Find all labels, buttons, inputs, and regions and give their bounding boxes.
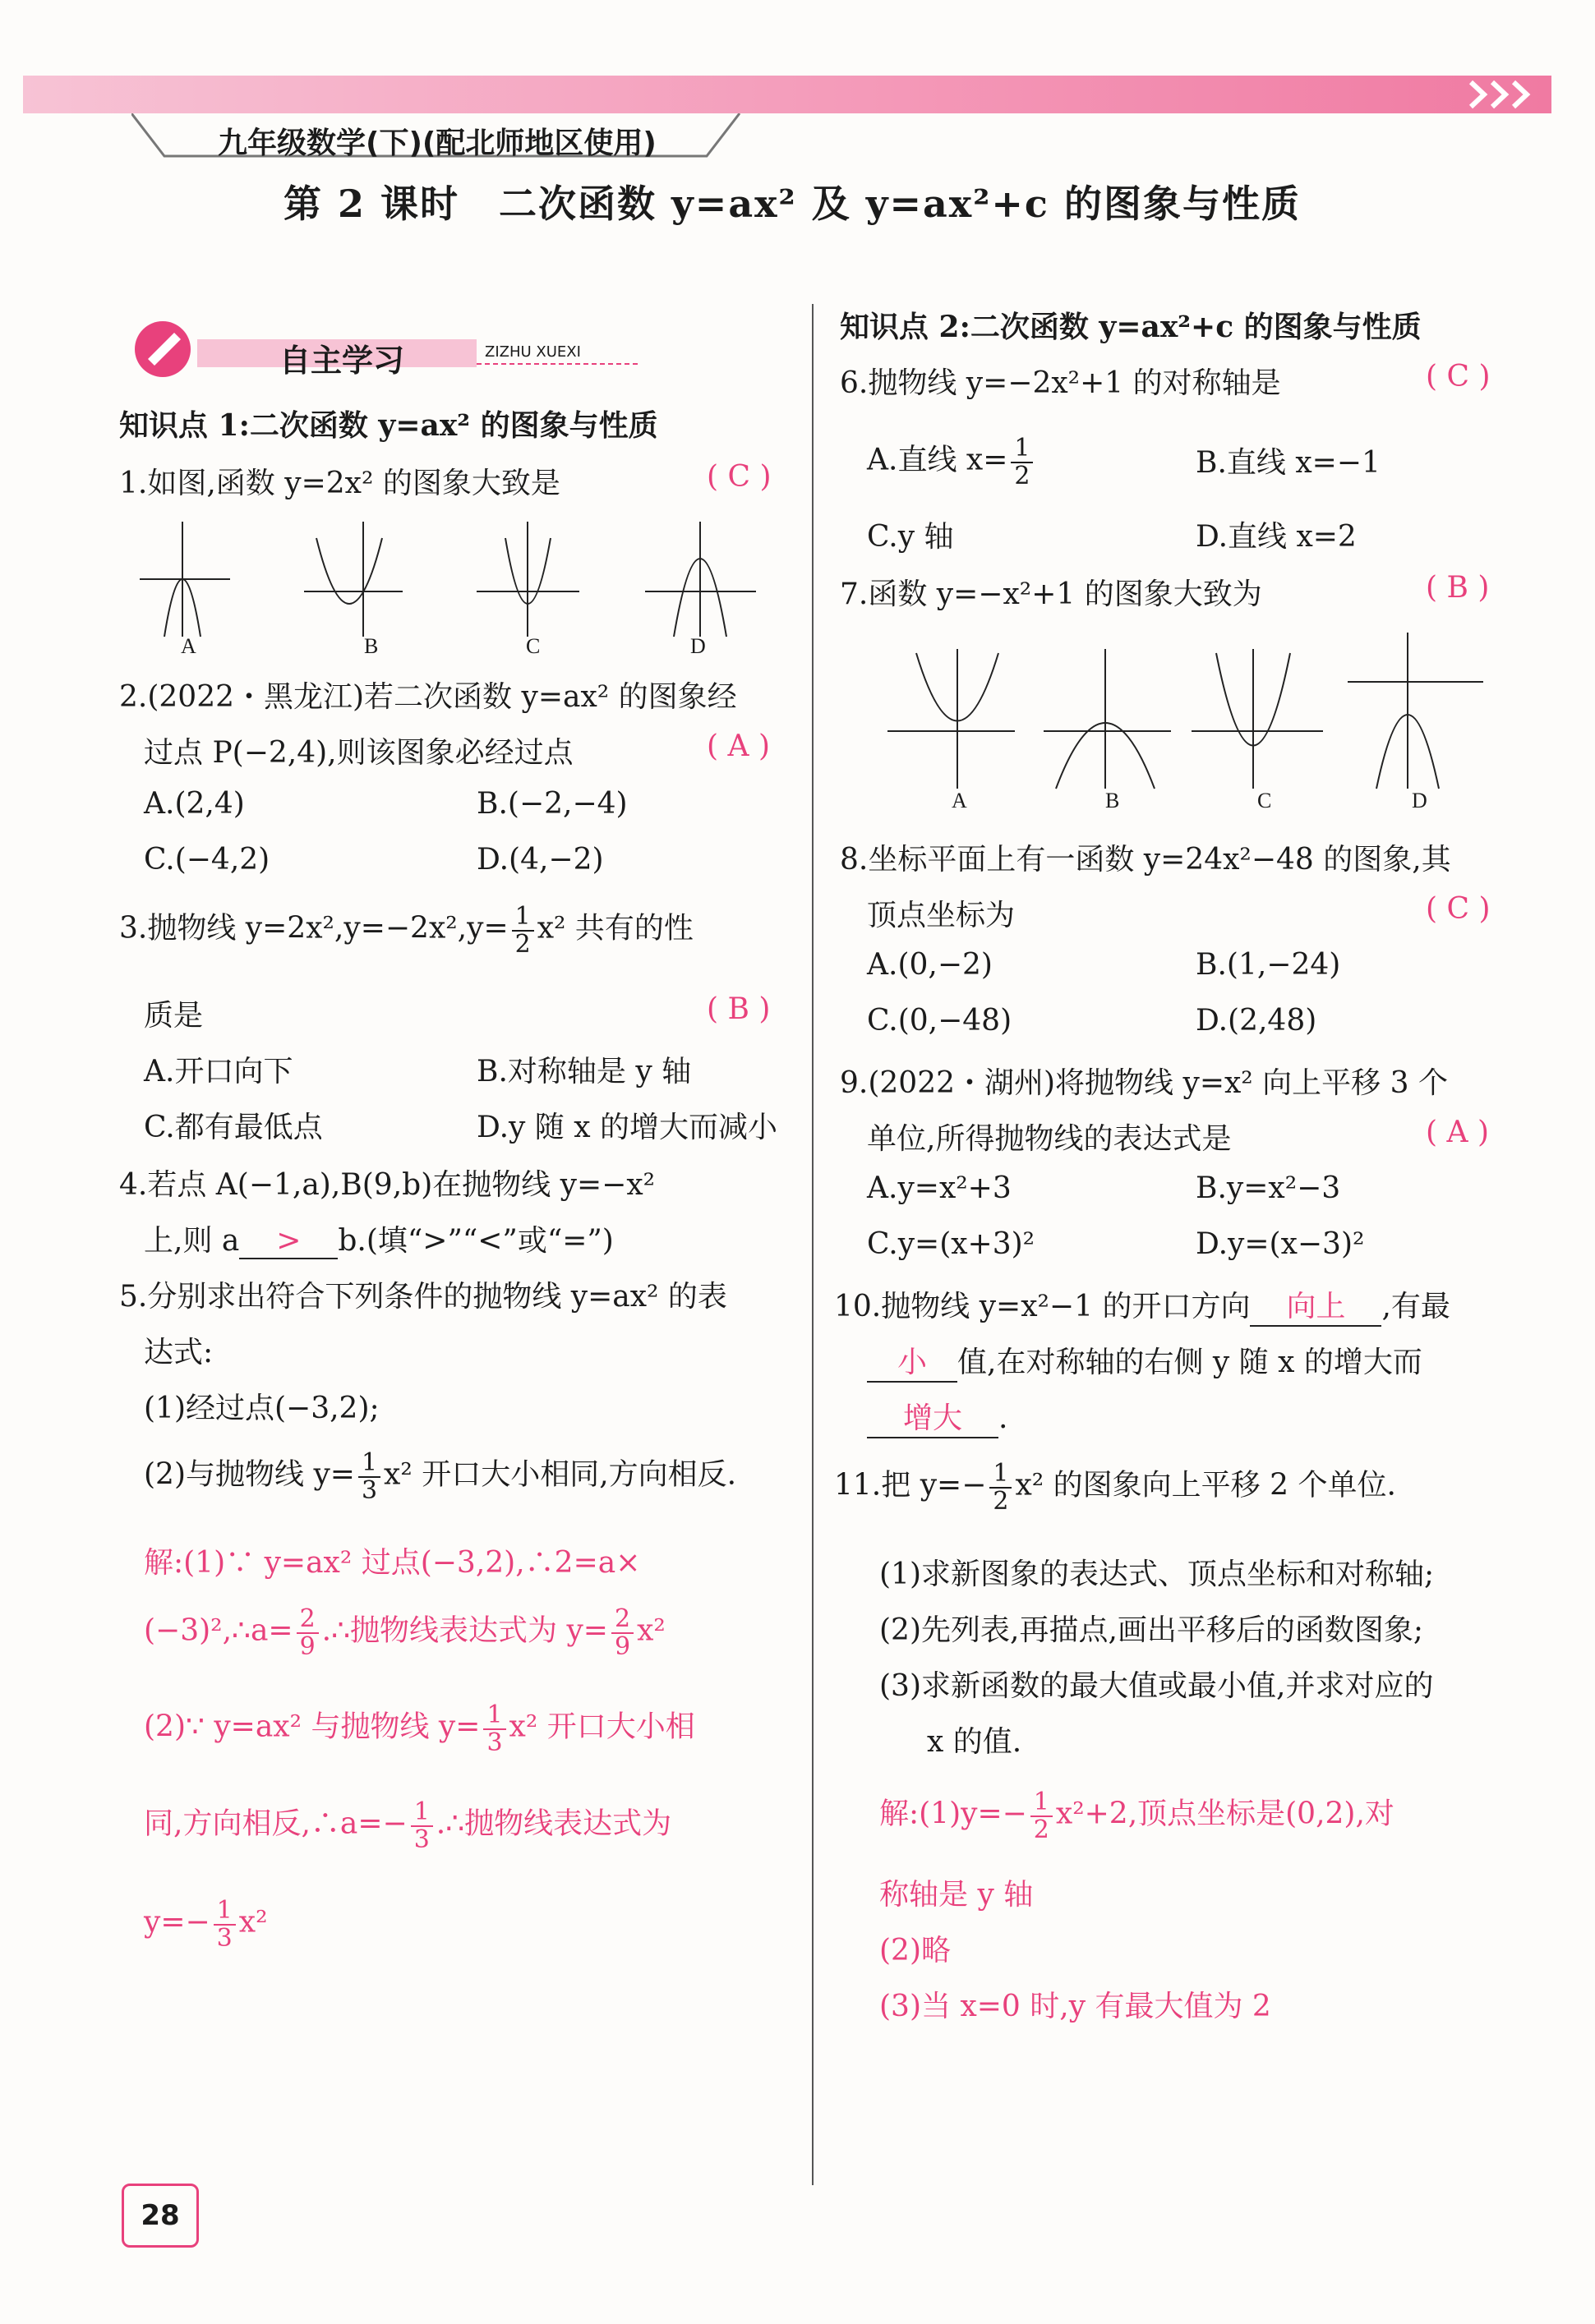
header-band bbox=[23, 76, 1551, 113]
q2-line1: 2.(2022・黑龙江)若二次函数 y=ax² 的图象经 bbox=[119, 680, 737, 714]
q9-option-c: C.y=(x+3)² bbox=[867, 1227, 1035, 1261]
q3-option-c: C.都有最低点 bbox=[144, 1111, 323, 1144]
page-title: 第 2 课时 二次函数 y=ax² 及 y=ax²+c 的图象与性质 bbox=[284, 182, 1301, 226]
q1-label-d: D bbox=[690, 634, 706, 658]
q5-sub1: (1)经过点(−3,2); bbox=[144, 1392, 380, 1425]
q7-answer: ( B ) bbox=[1426, 571, 1490, 605]
q6-stem: 6.抛物线 y=−2x²+1 的对称轴是 bbox=[840, 366, 1281, 400]
q7-graphs bbox=[883, 624, 1508, 801]
q11-solution-line2: 称轴是 y 轴 bbox=[879, 1878, 1034, 1912]
book-title: 九年级数学(下)(配北师地区使用) bbox=[218, 127, 657, 160]
q6-option-b: B.直线 x=−1 bbox=[1196, 446, 1381, 480]
q7-label-c: C bbox=[1257, 789, 1272, 812]
q3-line2: 质是 bbox=[144, 999, 204, 1033]
q11-sub3b: x 的值. bbox=[927, 1725, 1022, 1759]
q11-sub2: (2)先列表,再描点,画出平移后的函数图象; bbox=[879, 1613, 1424, 1647]
q9-option-b: B.y=x²−3 bbox=[1196, 1171, 1341, 1205]
q11-solution-line3: (2)略 bbox=[879, 1934, 951, 1967]
q5-line1: 5.分别求出符合下列条件的抛物线 y=ax² 的表 bbox=[119, 1280, 727, 1314]
q8-line1: 8.坐标平面上有一函数 y=24x²−48 的图象,其 bbox=[840, 843, 1451, 877]
q1-stem: 1.如图,函数 y=2x² 的图象大致是 bbox=[119, 467, 560, 500]
q10-line3: 增大 . bbox=[867, 1395, 1007, 1438]
q8-option-c: C.(0,−48) bbox=[867, 1004, 1012, 1038]
q3-line1: 3.抛物线 y=2x²,y=−2x²,y= $\frac{1}{2}$ x² 共有的性 bbox=[119, 902, 694, 959]
q3-option-b: B.对称轴是 y 轴 bbox=[477, 1055, 692, 1088]
page-number: 28 bbox=[122, 2184, 199, 2248]
q5-sub2: (2)与抛物线 y= $\frac{1}{3}$ x² 开口大小相同,方向相反. bbox=[144, 1448, 737, 1505]
q8-option-a: A.(0,−2) bbox=[867, 948, 993, 982]
q5-solution-line2: (−3)²,∴a= $\frac{2}{9}$ .∴抛物线表达式为 y= $\frac{2}{9}$ x² bbox=[144, 1604, 666, 1661]
section-label: 自主学习 bbox=[279, 343, 405, 379]
q9-line1: 9.(2022・湖州)将抛物线 y=x² 向上平移 3 个 bbox=[840, 1066, 1448, 1100]
q8-option-b: B.(1,−24) bbox=[1196, 948, 1341, 982]
q2-option-a: A.(2,4) bbox=[144, 787, 245, 821]
q2-option-c: C.(−4,2) bbox=[144, 843, 270, 877]
q8-line2: 顶点坐标为 bbox=[867, 899, 1016, 932]
q2-option-b: B.(−2,−4) bbox=[477, 787, 628, 821]
q6-option-a: A.直线 x= $\frac{1}{2}$ bbox=[867, 435, 1036, 489]
q7-stem: 7.函数 y=−x²+1 的图象大致为 bbox=[840, 578, 1262, 611]
q8-answer: ( C ) bbox=[1426, 892, 1491, 926]
q3-answer: ( B ) bbox=[707, 992, 771, 1026]
q1-answer: ( C ) bbox=[707, 460, 772, 494]
section-pinyin: ZIZHU XUEXI bbox=[485, 343, 581, 361]
q10-line1: 10.抛物线 y=x²−1 的开口方向 向上 ,有最 bbox=[834, 1283, 1450, 1327]
q1-label-a: A bbox=[181, 634, 196, 658]
q11-sub3: (3)求新函数的最大值或最小值,并求对应的 bbox=[879, 1669, 1434, 1703]
q1-graphs bbox=[131, 513, 789, 653]
q11-sub1: (1)求新图象的表达式、顶点坐标和对称轴; bbox=[879, 1558, 1435, 1591]
q9-line2: 单位,所得抛物线的表达式是 bbox=[867, 1122, 1232, 1156]
q5-solution-line1: 解:(1)∵ y=ax² 过点(−3,2),∴2=a× bbox=[144, 1546, 641, 1580]
q9-option-d: D.y=(x−3)² bbox=[1196, 1227, 1365, 1261]
q6-answer: ( C ) bbox=[1426, 360, 1491, 393]
q2-answer: ( A ) bbox=[707, 729, 770, 763]
q3-option-d: D.y 随 x 的增大而减小 bbox=[477, 1111, 777, 1144]
knowledge-point-2: 知识点 2:二次函数 y=ax²+c 的图象与性质 bbox=[840, 310, 1422, 344]
q11-solution-line1: 解:(1)y=− $\frac{1}{2}$ x²+2,顶点坐标是(0,2),对 bbox=[879, 1788, 1394, 1844]
q11-solution-line4: (3)当 x=0 时,y 有最大值为 2 bbox=[879, 1990, 1271, 2023]
q2-line2: 过点 P(−2,4),则该图象必经过点 bbox=[144, 736, 574, 770]
q9-option-a: A.y=x²+3 bbox=[867, 1171, 1012, 1205]
q7-label-d: D bbox=[1412, 789, 1427, 812]
q6-option-c: C.y 轴 bbox=[867, 520, 954, 554]
q1-label-b: B bbox=[364, 634, 379, 658]
q9-answer: ( A ) bbox=[1426, 1116, 1489, 1149]
knowledge-point-1: 知识点 1:二次函数 y=ax² 的图象与性质 bbox=[119, 408, 658, 443]
q8-option-d: D.(2,48) bbox=[1196, 1004, 1317, 1038]
q2-option-d: D.(4,−2) bbox=[477, 843, 604, 877]
chevron-arrows-icon bbox=[1463, 76, 1545, 113]
q3-option-a: A.开口向下 bbox=[144, 1055, 293, 1088]
q5-solution-line3: (2)∵ y=ax² 与抛物线 y= $\frac{1}{3}$ x² 开口大小相 bbox=[144, 1700, 695, 1757]
q10-line2: 小 值,在对称轴的右侧 y 随 x 的增大而 bbox=[867, 1339, 1422, 1383]
q5-solution-line5: y=− $\frac{1}{3}$ x² bbox=[144, 1896, 268, 1953]
q1-label-c: C bbox=[526, 634, 541, 658]
column-divider bbox=[812, 304, 814, 2185]
q4-line2: 上,则 a > b.(填“>”“<”或“=”) bbox=[144, 1224, 614, 1258]
q7-label-b: B bbox=[1105, 789, 1120, 812]
q11-line1: 11.把 y=− $\frac{1}{2}$ x² 的图象向上平移 2 个单位. bbox=[834, 1459, 1396, 1516]
q4-line1: 4.若点 A(−1,a),B(9,b)在抛物线 y=−x² bbox=[119, 1168, 656, 1202]
q7-label-a: A bbox=[952, 789, 967, 812]
q5-solution-line4: 同,方向相反,∴a=− $\frac{1}{3}$ .∴抛物线表达式为 bbox=[144, 1797, 672, 1854]
q5-line2: 达式: bbox=[144, 1336, 214, 1369]
q6-option-d: D.直线 x=2 bbox=[1196, 520, 1357, 554]
